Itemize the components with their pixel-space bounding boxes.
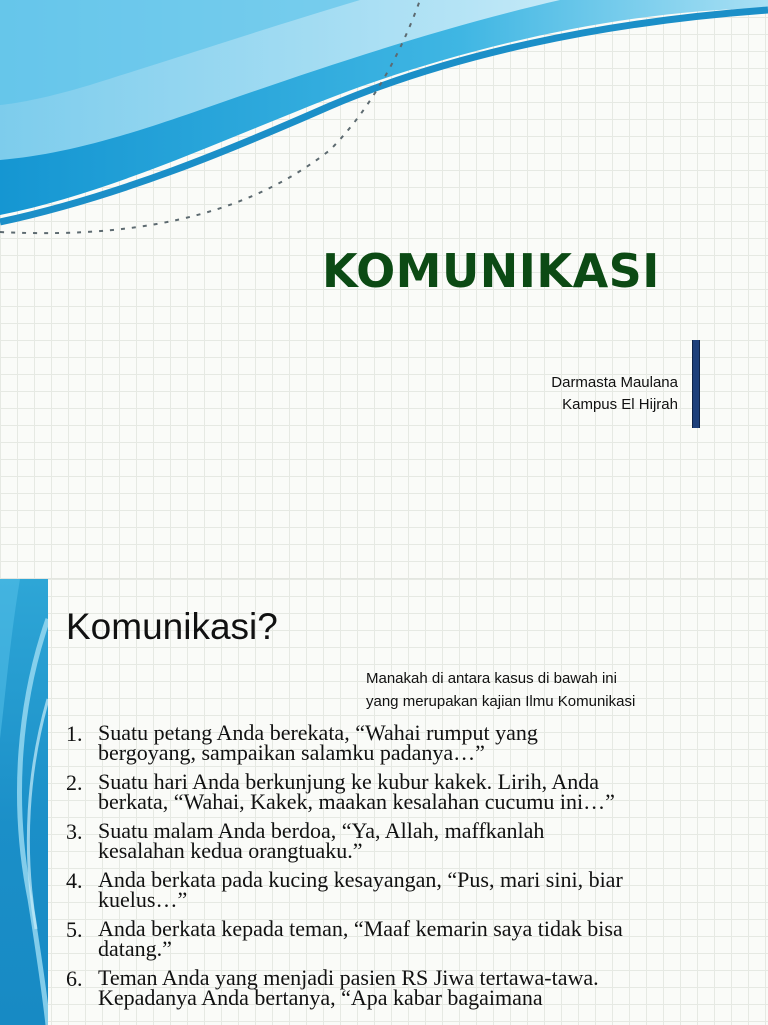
list-item (66, 867, 756, 919)
list-item (66, 965, 756, 1017)
intro-line: yang merupakan kajian Ilmu Komunikasi (366, 693, 636, 710)
intro-line: Manakah di antara kasus di bawah ini (366, 670, 617, 687)
intro-text (366, 667, 635, 713)
item-text-line: datang.” (98, 936, 172, 961)
item-text-line: berkata, “Wahai, Kakek, maakan kesalahan cucumu ini…” (98, 789, 615, 814)
slide-title: KOMUNIKASI (322, 244, 660, 298)
item-number: 1. (66, 721, 83, 746)
item-text-line: kuelus…” (98, 887, 188, 912)
item-text-line: Suatu malam Anda berdoa, “Ya, Allah, maffkanlah (98, 818, 545, 843)
item-text-line: Anda berkata pada kucing kesayangan, “Pus, mari sini, biar (98, 867, 623, 892)
accent-bar (692, 340, 700, 428)
item-text-line: Suatu hari Anda berkunjung ke kubur kakek. Lirih, Anda (98, 769, 600, 794)
item-text-line: kesalahan kedua orangtuaku.” (98, 838, 363, 863)
campus-name: Kampus El Hijrah (562, 396, 678, 413)
item-text-line: Suatu petang Anda berekata, “Wahai rumput yang (98, 720, 538, 745)
wave-decoration (0, 0, 768, 250)
author-block (551, 372, 678, 416)
item-number: 3. (66, 819, 83, 844)
author-name: Darmasta Maulana (551, 374, 678, 391)
item-number: 4. (66, 868, 83, 893)
item-text-line: Kepadanya Anda bertanya, “Apa kabar bagaimana (98, 985, 543, 1010)
item-text-line: Anda berkata kepada teman, “Maaf kemarin saya tidak bisa (98, 916, 623, 941)
case-list (66, 720, 756, 1017)
item-number: 5. (66, 917, 83, 942)
item-number: 6. (66, 966, 83, 991)
item-text-line: bergoyang, sampaikan salamku padanya…” (98, 740, 485, 765)
item-text-line: Teman Anda yang menjadi pasien RS Jiwa tertawa-tawa. (98, 965, 599, 990)
slide-title: Komunikasi? (66, 606, 278, 647)
list-item (66, 818, 756, 870)
item-number: 2. (66, 770, 83, 795)
list-item (66, 720, 756, 772)
left-blue-band (0, 579, 48, 1025)
band-wave-decoration (0, 579, 48, 1025)
content-slide (0, 578, 768, 1025)
list-item (66, 769, 756, 821)
list-item (66, 916, 756, 968)
